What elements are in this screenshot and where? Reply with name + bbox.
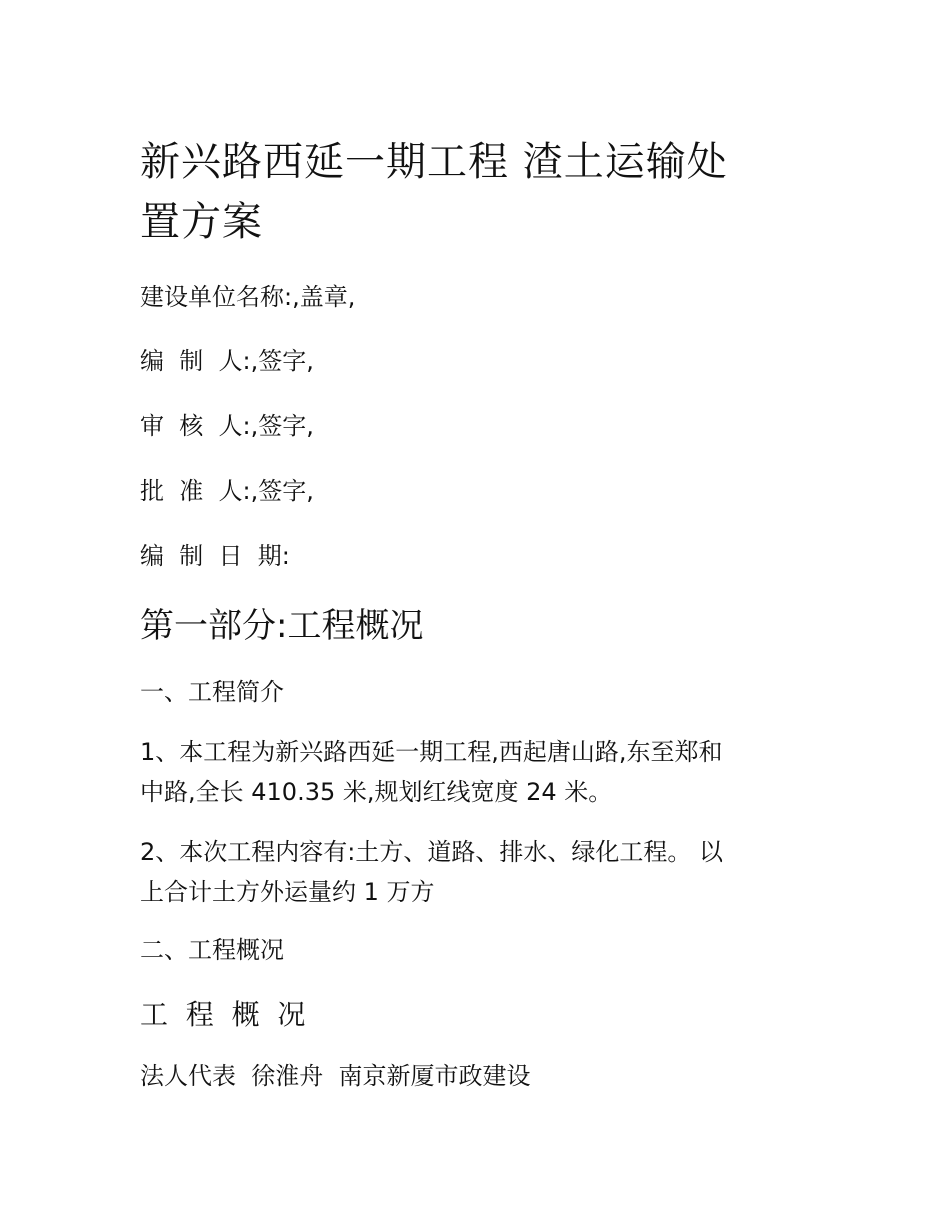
item2-line-2: 上合计土方外运量约 1 万方 xyxy=(140,878,435,906)
field-reviewer: 审 核 人:,签字, xyxy=(140,412,314,440)
field-compiler: 编 制 人:,签字, xyxy=(140,347,314,375)
field-construction-unit: 建设单位名称:,盖章, xyxy=(140,283,356,311)
item2-paragraph xyxy=(140,832,810,912)
legal-representative-line: 法人代表 徐淮舟 南京新厦市政建设 xyxy=(140,1062,531,1090)
title-line-1: 新兴路西延一期工程 渣土运输处 xyxy=(140,139,728,185)
document-title xyxy=(140,132,810,252)
field-approver: 批 准 人:,签字, xyxy=(140,477,314,505)
section1-title: 一、工程简介 xyxy=(140,678,284,706)
title-line-2: 置方案 xyxy=(140,199,263,245)
section2-title: 二、工程概况 xyxy=(140,936,284,964)
item1-line-2: 中路,全长 410.35 米,规划红线宽度 24 米。 xyxy=(140,778,613,806)
item1-line-1: 1、本工程为新兴路西延一期工程,西起唐山路,东至郑和 xyxy=(140,738,723,766)
field-compile-date: 编 制 日 期: xyxy=(140,542,290,570)
overview-heading: 工 程 概 况 xyxy=(140,998,306,1031)
item2-line-1: 2、本次工程内容有:土方、道路、排水、绿化工程。 以 xyxy=(140,838,723,866)
item1-paragraph xyxy=(140,732,810,812)
part1-heading: 第一部分:工程概况 xyxy=(140,606,424,646)
